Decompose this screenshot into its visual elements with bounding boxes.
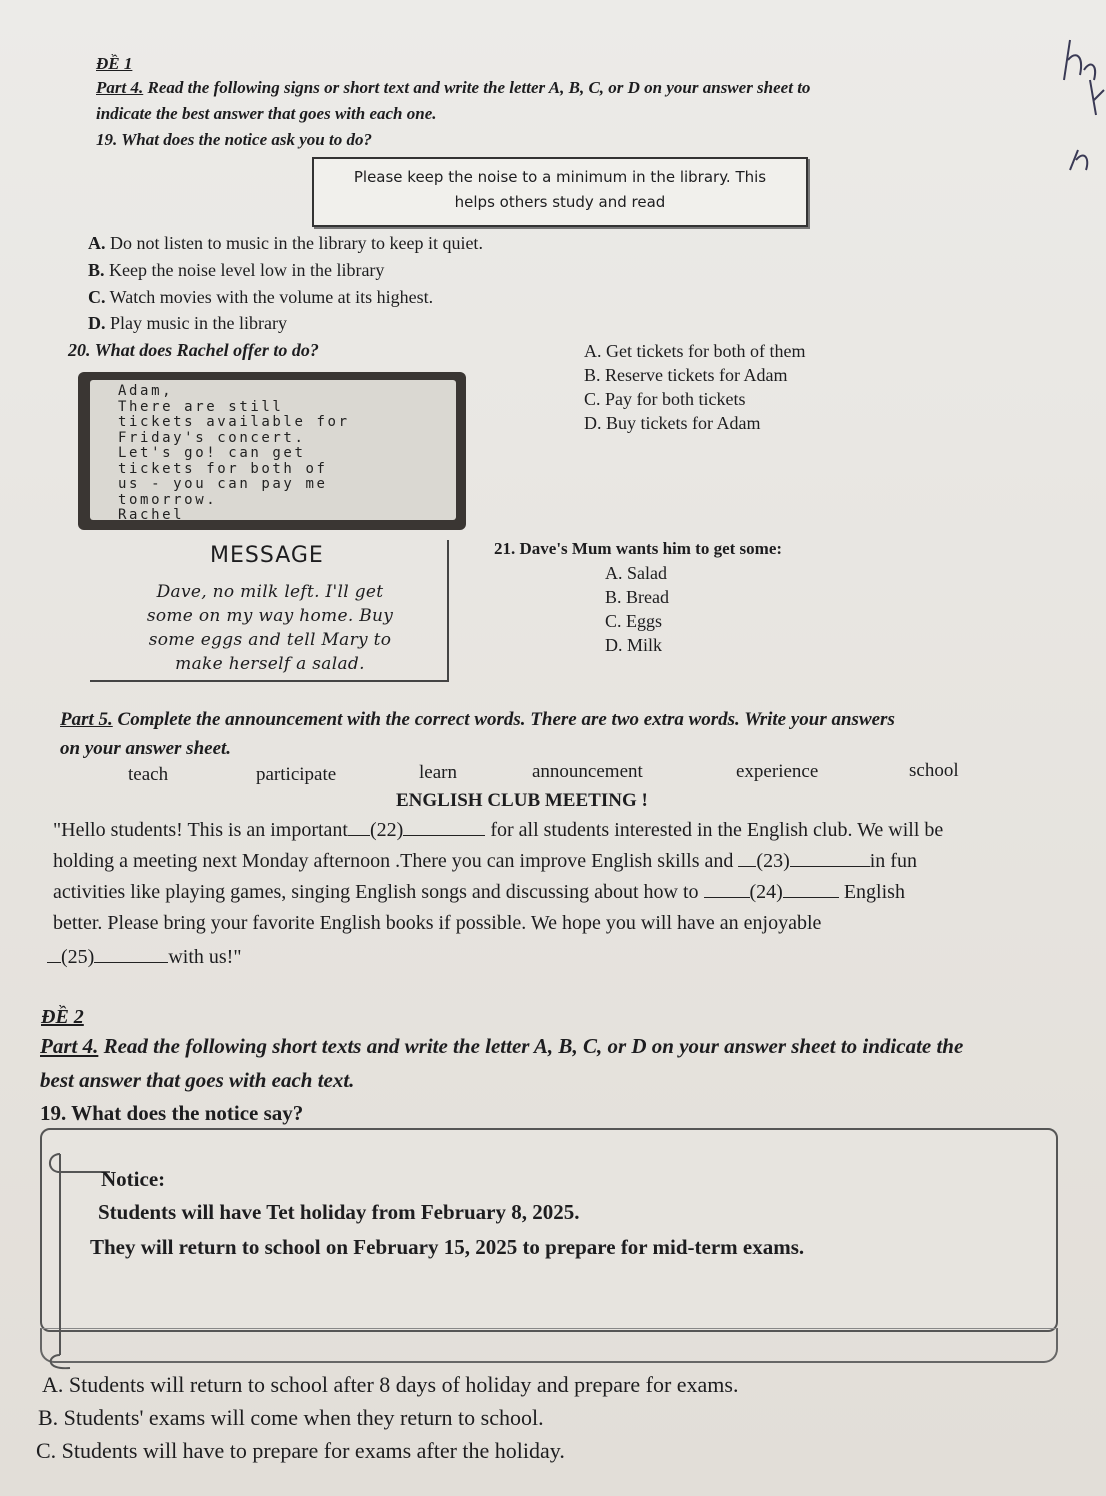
option-letter: D. bbox=[88, 313, 106, 333]
exam1-q21-message-text bbox=[95, 580, 445, 676]
message-line: Dave, no milk left. I'll get bbox=[156, 582, 384, 602]
exam2-part4-instructions bbox=[40, 1034, 963, 1059]
board-line: tickets available for bbox=[118, 414, 350, 430]
blank-underline bbox=[47, 962, 61, 963]
blank-25 bbox=[94, 962, 168, 963]
exam1-q21-option-a: A. Salad bbox=[605, 563, 667, 583]
exam1-q20-option-d: D. Buy tickets for Adam bbox=[584, 413, 761, 433]
announcement-text: activities like playing games, singing English songs and discussing about how to bbox=[53, 881, 704, 903]
notice-scroll-bottom bbox=[40, 1328, 1058, 1363]
exam2-q19-option-c: C. Students will have to prepare for exams after the holiday. bbox=[36, 1438, 565, 1463]
exam1-q19-option-c bbox=[88, 287, 433, 308]
exam1-q19-notice bbox=[312, 157, 808, 227]
word-bank-teach: teach bbox=[128, 764, 169, 785]
message-border-right bbox=[447, 540, 449, 682]
message-border-bottom bbox=[90, 680, 449, 682]
word-bank-announcement: announcement bbox=[532, 761, 643, 782]
exam1-q19-option-a bbox=[88, 233, 483, 254]
exam1-q19-option-b bbox=[88, 260, 384, 281]
exam1-q21-option-d: D. Milk bbox=[605, 635, 663, 655]
board-line: tickets for both of bbox=[118, 460, 328, 477]
exam2-q19-option-a: A. Students will return to school after 8 days of holiday and prepare for exams. bbox=[42, 1372, 739, 1397]
option-text: Watch movies with the volume at its highest. bbox=[105, 287, 434, 307]
exam1-part4-instr-a: Read the following signs or short text and write the letter A, B, C, or D on your answer sheet to bbox=[143, 78, 811, 97]
announcement-line-1 bbox=[53, 819, 943, 842]
announcement-text: with us!" bbox=[168, 946, 242, 968]
option-text: Do not listen to music in the library to keep it quiet. bbox=[105, 233, 483, 253]
blank-underline bbox=[348, 835, 370, 836]
handwritten-margin-notes bbox=[1050, 20, 1106, 200]
blank-23-label: (23) bbox=[756, 850, 790, 872]
message-line: make herself a salad. bbox=[175, 654, 365, 674]
board-surface bbox=[90, 380, 456, 523]
board-line: Adam, bbox=[118, 383, 174, 399]
exam1-part5-instr-b: on your answer sheet. bbox=[60, 738, 232, 759]
exam1-q19-option-d bbox=[88, 313, 287, 334]
blank-23 bbox=[790, 866, 870, 867]
exam1-title: ĐỀ 1 bbox=[96, 54, 133, 73]
exam1-part5-instructions bbox=[60, 709, 895, 731]
exam1-part5-instr-a: Complete the announcement with the correct words. There are two extra words. Write your answers bbox=[112, 709, 895, 730]
board-line: Let's go! can get bbox=[118, 445, 306, 461]
exam1-q20-option-c: C. Pay for both tickets bbox=[584, 389, 746, 409]
exam2-part4-instr-a: Read the following short texts and write the letter A, B, C, or D on your answer sheet to indicate the bbox=[98, 1034, 964, 1058]
announcement-title: ENGLISH CLUB MEETING ! bbox=[396, 790, 648, 811]
exam1-q19-notice-line1: Please keep the noise to a minimum in the library. This bbox=[353, 168, 767, 186]
exam1-part4-label: Part 4. bbox=[96, 78, 144, 97]
exam1-q19-notice-line2: helps others study and read bbox=[454, 193, 666, 211]
announcement-line-5 bbox=[47, 946, 242, 969]
board-text bbox=[90, 380, 456, 524]
announcement-text: English bbox=[838, 881, 905, 903]
exam2-notice-line1: Students will have Tet holiday from February 8, 2025. bbox=[98, 1200, 580, 1224]
word-bank-participate: participate bbox=[256, 764, 337, 785]
message-line: some eggs and tell Mary to bbox=[148, 630, 392, 650]
exam2-q19: 19. What does the notice say? bbox=[40, 1101, 304, 1125]
board-line: Friday's concert. bbox=[118, 429, 306, 446]
blank-22-label: (22) bbox=[370, 819, 404, 841]
exam2-notice-line2: They will return to school on February 15, 2025 to prepare for mid-term exams. bbox=[90, 1235, 805, 1259]
word-bank-school: school bbox=[909, 760, 959, 781]
board-line: tomorrow. bbox=[118, 491, 218, 508]
board-line: Rachel bbox=[118, 507, 185, 523]
announcement-text: "Hello students! This is an important bbox=[53, 819, 348, 841]
exam2-notice-scroll bbox=[40, 1128, 1058, 1332]
exam1-q20: 20. What does Rachel offer to do? bbox=[68, 340, 319, 360]
option-text: Keep the noise level low in the library bbox=[104, 260, 385, 280]
exam2-notice-title: Notice: bbox=[101, 1167, 166, 1191]
announcement-line-4: better. Please bring your favorite English books if possible. We hope you will have an enjoyable bbox=[53, 912, 822, 934]
board-line: There are still bbox=[118, 398, 284, 415]
exam1-q20-option-a: A. Get tickets for both of them bbox=[584, 341, 806, 361]
option-letter: B. bbox=[88, 260, 105, 280]
blank-underline bbox=[738, 866, 756, 867]
board-line: us - you can pay me bbox=[118, 476, 328, 492]
blank-24 bbox=[783, 897, 839, 898]
exam1-q21-option-b: B. Bread bbox=[605, 587, 669, 607]
option-letter: A. bbox=[88, 233, 106, 253]
blank-22 bbox=[403, 835, 485, 836]
exam1-q20-message-board bbox=[78, 372, 466, 530]
blank-24-label: (24) bbox=[749, 881, 783, 903]
word-bank-experience: experience bbox=[736, 761, 819, 782]
word-bank-learn: learn bbox=[419, 762, 457, 783]
blank-25-label: (25) bbox=[61, 946, 95, 968]
exam1-q21-message-title: MESSAGE bbox=[210, 543, 324, 568]
exam1-q19: 19. What does the notice ask you to do? bbox=[96, 130, 372, 149]
exam1-part4-instructions bbox=[96, 78, 810, 98]
message-line: some on my way home. Buy bbox=[146, 606, 394, 626]
exam2-title: ĐỀ 2 bbox=[41, 1006, 84, 1028]
exam1-part4-instr-b: indicate the best answer that goes with each one. bbox=[96, 104, 437, 123]
announcement-text: holding a meeting next Monday afternoon .There you can improve English skills and bbox=[53, 850, 739, 872]
exam1-q21-option-c: C. Eggs bbox=[605, 611, 663, 631]
option-letter: C. bbox=[88, 287, 106, 307]
option-text: Play music in the library bbox=[105, 313, 287, 333]
announcement-text: in fun bbox=[869, 850, 917, 872]
exam2-part4-label: Part 4. bbox=[40, 1034, 99, 1058]
announcement-line-2 bbox=[53, 850, 917, 873]
announcement-text: for all students interested in the English club. We will be bbox=[485, 819, 944, 841]
exam1-part5-label: Part 5. bbox=[60, 709, 113, 730]
blank-underline bbox=[704, 897, 750, 898]
exam2-q19-option-b: B. Students' exams will come when they return to school. bbox=[38, 1405, 544, 1430]
exam1-q21: 21. Dave's Mum wants him to get some: bbox=[494, 539, 783, 558]
exam1-q20-option-b: B. Reserve tickets for Adam bbox=[584, 365, 788, 385]
announcement-line-3 bbox=[53, 881, 905, 904]
exam2-part4-instr-b: best answer that goes with each text. bbox=[40, 1068, 355, 1092]
